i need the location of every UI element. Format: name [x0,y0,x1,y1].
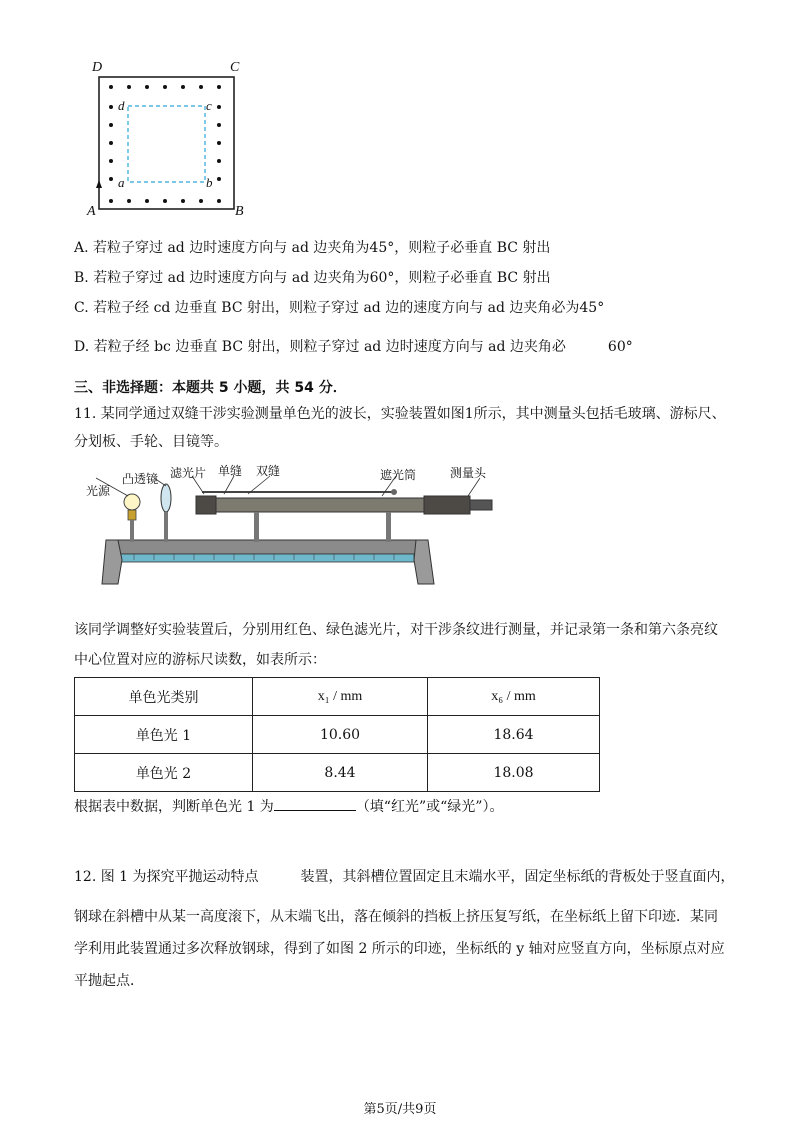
table-row [75,716,600,754]
q12-line-3: 学利用此装置通过多次释放钢球，得到了如图 2 所示的印迹，坐标纸的 y 轴对应竖直方向，坐标原点对应 [74,941,725,957]
field-dot [217,105,221,109]
table-cell: 单色光 1 [75,716,253,754]
field-dot [109,177,113,181]
option-text: 若粒子穿过 ad 边时速度方向与 ad 边夹角为60°，则粒子必垂直 BC 射出 [93,270,551,286]
field-dot [109,85,113,89]
field-dot [217,177,221,181]
field-dot [217,199,221,203]
field-dot [109,199,113,203]
field-dot [199,85,203,89]
table-header-cell: x₆ / mm [428,678,600,716]
answer-suffix: （填“红光”或“绿光”）。 [355,799,504,815]
corner-label-A: A [87,204,96,219]
table-header-cell: x₁ / mm [253,678,428,716]
field-dot [217,85,221,89]
field-dot [145,199,149,203]
field-dot [181,85,185,89]
option-b [74,268,551,288]
field-dot [163,85,167,89]
readings-table [74,677,600,792]
option-letter: B. [74,270,89,286]
table-row [75,754,600,792]
option-letter: A. [74,240,89,256]
field-dot [145,85,149,89]
corner-label-B: B [235,204,244,219]
label-light-source: 光源 [86,484,111,498]
label-convex-lens: 凸透镜 [122,472,159,486]
table-cell: 18.64 [428,716,600,754]
field-dot [109,105,113,109]
label-double-slit: 双缝 [256,464,281,478]
field-dot [217,159,221,163]
table-cell: 18.08 [428,754,600,792]
q12-line-1: 12. 图 1 为探究平抛运动特点 装置，其斜槽位置固定且末端水平，固定坐标纸的背板处于竖直面内， [74,869,735,885]
field-dot [127,85,131,89]
option-a [74,238,550,258]
corner-label-D: D [92,60,103,75]
label-measuring-head: 测量头 [450,466,487,480]
field-dot [181,199,185,203]
inner-label-d: d [118,98,125,113]
option-letter: C. [74,300,89,316]
inner-label-a: a [118,175,125,190]
option-d [74,337,633,357]
table-header-row [75,678,600,716]
q11-line-2: 分划板、手轮、目镜等。 [74,434,228,450]
q11-para-2: 中心位置对应的游标尺读数，如表所示： [74,652,326,668]
field-dot [109,141,113,145]
table-cell: 10.60 [253,716,428,754]
label-filter: 滤光片 [170,466,207,480]
q11-line-1: 11. 某同学通过双缝干涉实验测量单色光的波长，实验装置如图1所示，其中测量头包括毛玻璃、游标尺、 [74,406,726,422]
table-header-cell: 单色光类别 [75,678,253,716]
corner-label-C: C [230,60,240,75]
answer-prefix: 根据表中数据，判断单色光 1 为 [74,799,274,815]
section-heading: 三、非选择题：本题共 5 小题，共 54 分． [74,380,347,396]
inner-label-b: b [206,175,213,190]
option-text: 若粒子穿过 ad 边时速度方向与 ad 边夹角为45°，则粒子必垂直 BC 射出 [93,240,551,256]
field-dot [109,159,113,163]
field-dot [217,123,221,127]
field-dot [217,141,221,145]
field-dot [199,199,203,203]
page-footer: 第5页/共9页 [363,1102,437,1117]
field-dot [163,199,167,203]
option-letter: D. [74,339,90,355]
option-text: 若粒子经 bc 边垂直 BC 射出，则粒子穿过 ad 边时速度方向与 ad 边夹角必 60° [93,339,633,355]
q12-line-2: 钢球在斜槽中从某一高度滚下，从末端飞出，落在倾斜的挡板上挤压复写纸，在坐标纸上留下印迹．某同 [74,909,718,925]
q11-para-1: 该同学调整好实验装置后，分别用红色、绿色滤光片，对干涉条纹进行测量，并记录第一条和第六条亮纹 [74,622,718,638]
q11-answer-line [74,796,503,817]
option-text: 若粒子经 cd 边垂直 BC 射出，则粒子穿过 ad 边的速度方向与 ad 边夹角必为45° [93,300,605,316]
answer-blank[interactable] [274,796,356,811]
table-cell: 8.44 [253,754,428,792]
label-shading-tube: 遮光筒 [380,468,417,482]
q12-line-4: 平抛起点． [74,973,144,989]
label-single-slit: 单缝 [218,464,243,478]
magnetic-field-figure [80,58,260,223]
field-dot [109,123,113,127]
option-c [74,298,604,318]
field-dot [127,199,131,203]
inner-label-c: c [206,98,212,113]
table-cell: 单色光 2 [75,754,253,792]
